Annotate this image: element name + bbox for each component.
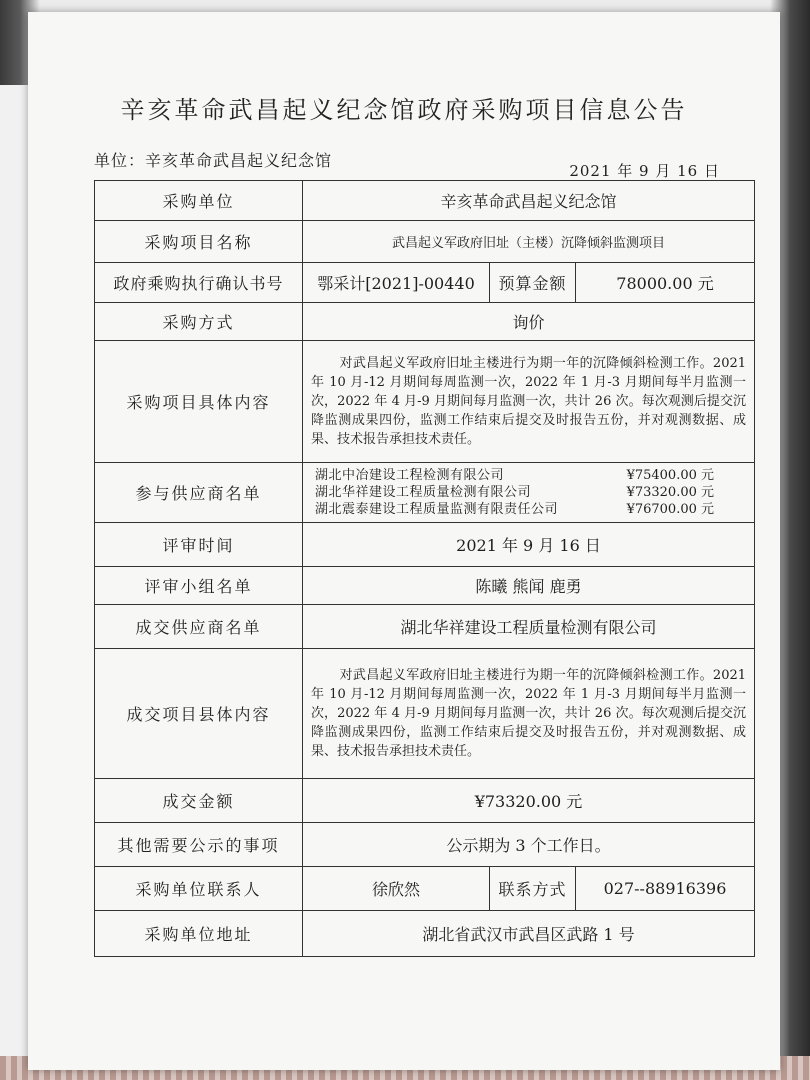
supplier-name: 湖北震泰建设工程质量监测有限责任公司 — [315, 502, 559, 517]
row-other — [95, 823, 755, 867]
review-time-label: 评审时间 — [95, 523, 303, 567]
address-label: 采购单位地址 — [95, 911, 303, 957]
winner-label: 成交供应商名单 — [95, 605, 303, 649]
row-confirmation — [95, 263, 755, 303]
method-value: 询价 — [303, 303, 755, 341]
budget-value: 78000.00 元 — [576, 263, 755, 303]
budget-label: 预算金额 — [490, 263, 576, 303]
notice-paper — [28, 12, 780, 1070]
contact-label: 采购单位联系人 — [95, 867, 303, 911]
content-label: 采购项目具体内容 — [95, 341, 303, 463]
other-value: 公示期为 3 个工作日。 — [303, 823, 755, 867]
project-name-value: 武昌起义军政府旧址（主楼）沉降倾斜监测项目 — [303, 221, 755, 263]
row-amount — [95, 779, 755, 823]
panel-value: 陈曦 熊闻 鹿勇 — [303, 567, 755, 605]
amount-value: ¥73320.00 元 — [303, 779, 755, 823]
supplier-name: 湖北中冶建设工程检测有限公司 — [315, 468, 505, 483]
row-purchaser — [95, 181, 755, 221]
supplier-item — [315, 501, 714, 518]
confirmation-label: 政府乘购执行确认书号 — [95, 263, 303, 303]
row-panel — [95, 567, 755, 605]
address-value: 湖北省武汉市武昌区武路 1 号 — [303, 911, 755, 957]
contact-value: 徐欣然 — [303, 867, 490, 911]
review-time-value: 2021 年 9 月 16 日 — [303, 523, 755, 567]
purchaser-label: 采购单位 — [95, 181, 303, 221]
confirmation-value: 鄂采计[2021]-00440 — [303, 263, 490, 303]
unit-line: 单位：辛亥革命武昌起义纪念馆 — [94, 151, 333, 170]
supplier-price: ¥75400.00 元 — [626, 468, 715, 483]
row-address — [95, 911, 755, 957]
row-winner — [95, 605, 755, 649]
document-title: 辛亥革命武昌起义纪念馆政府采购项目信息公告 — [120, 96, 688, 124]
winner-value: 湖北华祥建设工程质量检测有限公司 — [303, 605, 755, 649]
row-method — [95, 303, 755, 341]
supplier-item — [315, 484, 714, 501]
phone-value: 027--88916396 — [576, 867, 755, 911]
method-label: 采购方式 — [95, 303, 303, 341]
row-content — [95, 341, 755, 463]
purchaser-value: 辛亥革命武昌起义纪念馆 — [303, 181, 755, 221]
deal-content-value: 对武昌起义军政府旧址主楼进行为期一年的沉降倾斜检测工作。2021 年 10 月-12 月期间每周监测一次，2022 年 1 月-3 月期间每半月监测一次，2022 年 4 月-9 月期间每月监测一次，共计 26 次。每次观测后提交沉降监测成果四份，监测工作结束后提交及时报告五份，并对观测数据、成果、技术报告承担技术责任。 — [303, 649, 755, 779]
phone-label: 联系方式 — [490, 867, 576, 911]
other-label: 其他需要公示的事项 — [95, 823, 303, 867]
suppliers-label: 参与供应商名单 — [95, 463, 303, 523]
project-name-label: 采购项目名称 — [95, 221, 303, 263]
supplier-price: ¥76700.00 元 — [626, 502, 715, 517]
supplier-name: 湖北华祥建设工程质量检测有限公司 — [315, 485, 532, 500]
procurement-info-table — [94, 180, 755, 957]
panel-label: 评审小组名单 — [95, 567, 303, 605]
row-project-name — [95, 221, 755, 263]
amount-label: 成交金额 — [95, 779, 303, 823]
supplier-item — [315, 467, 714, 484]
deal-content-label: 成交项目县体内容 — [95, 649, 303, 779]
document-date: 2021 年 9 月 16 日 — [569, 162, 720, 180]
supplier-price: ¥73320.00 元 — [626, 485, 715, 500]
row-deal-content — [95, 649, 755, 779]
content-value: 对武昌起义军政府旧址主楼进行为期一年的沉降倾斜检测工作。2021 年 10 月-12 月期间每周监测一次，2022 年 1 月-3 月期间每半月监测一次，2022 年 4 月-9 月期间每月监测一次，共计 26 次。每次观测后提交沉降监测成果四份，监测工作结束后提交及时报告五份，并对观测数据、成果、技术报告承担技术责任。 — [303, 341, 755, 463]
suppliers-list — [303, 463, 755, 523]
row-contact — [95, 867, 755, 911]
row-review-time — [95, 523, 755, 567]
row-suppliers — [95, 463, 755, 523]
